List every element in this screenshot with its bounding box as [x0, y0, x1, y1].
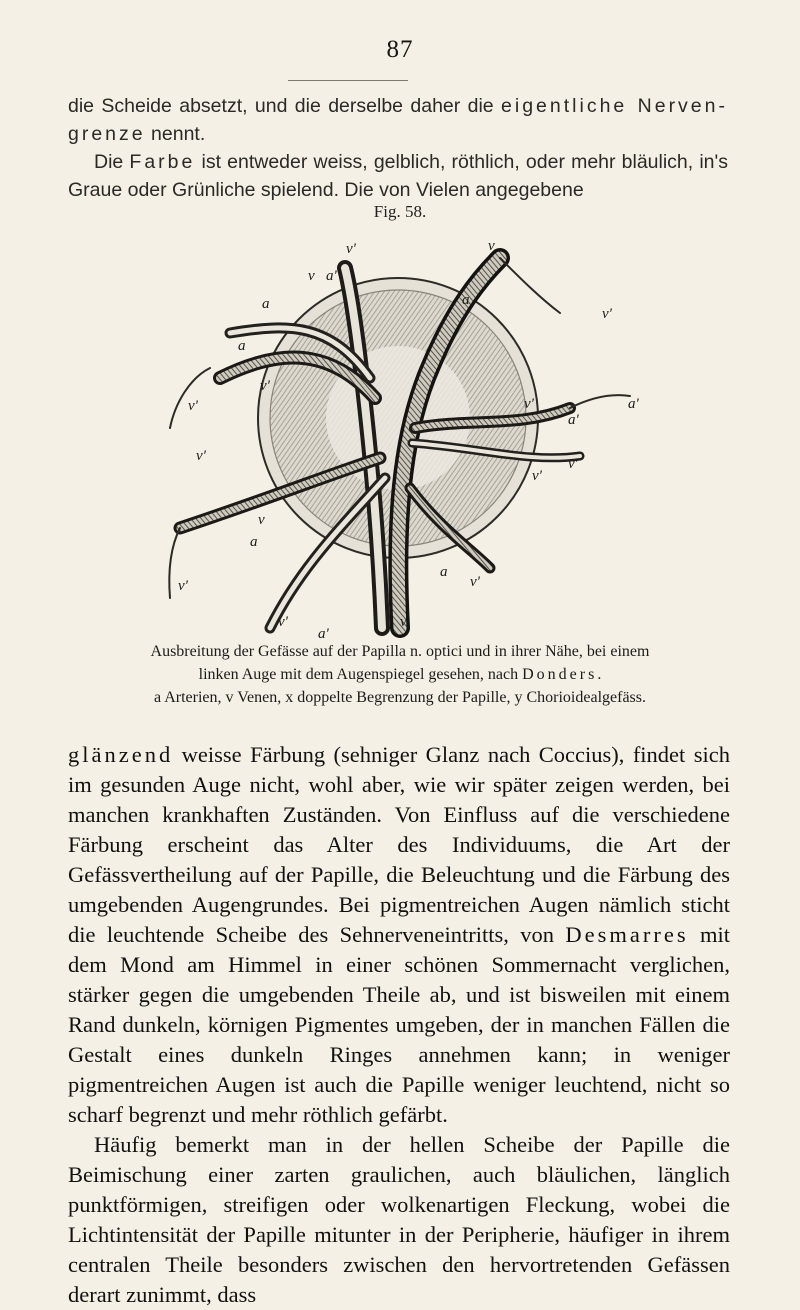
emphasized-term: glänzend: [68, 742, 174, 767]
text-fragment: die Scheide absetzt, und die derselbe daher die: [68, 95, 502, 117]
author-name: Donders: [522, 666, 598, 683]
letter-v-prime-center-right: v': [524, 396, 534, 412]
text-fragment: weisse Färbung (sehniger Glanz nach Coccius), findet sich im gesunden Auge nicht, wohl aber, wie wir später zeigen werden, bei manchen krankhaften Zuständen. Von Einfluss auf die verschiedene Färbung erscheint das Alter des Individuums, die Art der Gefässvertheilung auf der Papille, die Beleuchtung und die Färbung des umgebenden Augengrundes. Bei pigmentreichen Augen nämlich sticht die leuchtende Scheibe des Sehnerveneintritts, von: [68, 742, 730, 947]
letter-a-left-lower: a: [250, 534, 258, 550]
figure-label: Fig. 58.: [373, 202, 427, 221]
figure-papilla-vessels: [150, 228, 670, 638]
letter-v-left-lower: v: [258, 512, 265, 528]
text-fragment: linken Auge mit dem Augenspiegel gesehen, nach: [198, 666, 523, 683]
letter-v-bottom: v: [400, 614, 407, 630]
author-name: Desmarres: [565, 922, 689, 947]
text-fragment: ist entweder weiss, gelblich, röthlich, oder mehr bläulich, in's Graue oder Grünliche spielend. Die von Vielen angegebene: [68, 151, 728, 201]
text-fragment: Die: [94, 151, 130, 173]
figure-caption: [100, 640, 700, 709]
caption-line-3: a Arterien, v Venen, x doppelte Begrenzung der Papille, y Chorioidealgefäss.: [153, 689, 646, 706]
letter-v-prime-bottom: v': [278, 614, 288, 630]
letter-v-prime-right-top: v': [602, 306, 612, 322]
top-text-block: [68, 92, 728, 204]
body-paragraph-2: Häufig bemerkt man in der hellen Scheibe der Papille die Beimischung einer zarten graulichen, auch bläulichen, länglich punktförmigen, streifigen oder wolkenartigen Fleckung, wobei die Lichtintensität der Papille mitunter in der Peripherie, häufiger in ihrem centralen Theile besonders zwischen den hervortretenden Gefässen derart zunimmt, dass: [68, 1132, 730, 1307]
body-paragraph-1: [68, 740, 730, 1130]
body-text-block: [68, 740, 730, 1310]
caption-line-1: Ausbreitung der Gefässe auf der Papilla n. optici und in ihrer Nähe, bei einem: [150, 643, 650, 660]
emphasized-term: eigentliche Nerven-grenze: [68, 95, 728, 145]
letter-v-prime-center: v': [532, 468, 542, 484]
vessel-thin-right: [570, 395, 630, 408]
caption-line-2: [100, 663, 700, 686]
letter-a-upper-left: a: [262, 296, 270, 312]
text-fragment: .: [597, 666, 602, 683]
letter-a-prime-bottom: a': [318, 626, 329, 638]
page-number-rule: [288, 80, 408, 81]
emphasized-term: Farbe: [129, 151, 196, 173]
letter-a-upper-right: a: [462, 292, 470, 308]
letter-a-prime-right: a': [628, 396, 639, 412]
letter-v-prime-left-lower: v': [196, 448, 206, 464]
letter-v-prime-left-mid: v': [260, 378, 270, 394]
letter-v-prime-top: v': [346, 241, 356, 257]
letter-a-bottom: a: [440, 564, 448, 580]
vessel-thin-top-right: [500, 258, 560, 313]
top-paragraph-2: [68, 148, 728, 204]
letter-v-prime-bottom-left: v': [178, 578, 188, 594]
text-fragment: mit dem Mond am Himmel in einer schönen Sommernacht verglichen, stärker gegen die umgebenden Theile ab, und ist bisweilen mit einem Rand dunkeln, körnigen Pigmentes umgeben, der in manchen Fällen die Gestalt eines dunkeln Ringes annehmen kann; in weniger pigmentreichen Augen ist auch die Papille weniger leuchtend, nicht so scharf begrenzt und mehr röthlich gefärbt.: [68, 922, 730, 1127]
letter-a-left: a: [238, 338, 246, 354]
page-number: 87: [386, 36, 414, 63]
letter-a-prime-top: a': [326, 268, 337, 284]
letter-v-prime-right-lower: v': [568, 456, 578, 472]
letter-v-top: v: [488, 238, 495, 254]
letter-a-prime-right-lower: a': [568, 412, 579, 428]
text-fragment: nennt.: [145, 123, 206, 145]
papilla-illustration: [150, 228, 670, 638]
letter-v-prime-bottom-right: v': [470, 574, 480, 590]
top-paragraph-1: [68, 92, 728, 148]
letter-v-prime-far-left: v': [188, 398, 198, 414]
letter-v-upper-left: v: [308, 268, 315, 284]
